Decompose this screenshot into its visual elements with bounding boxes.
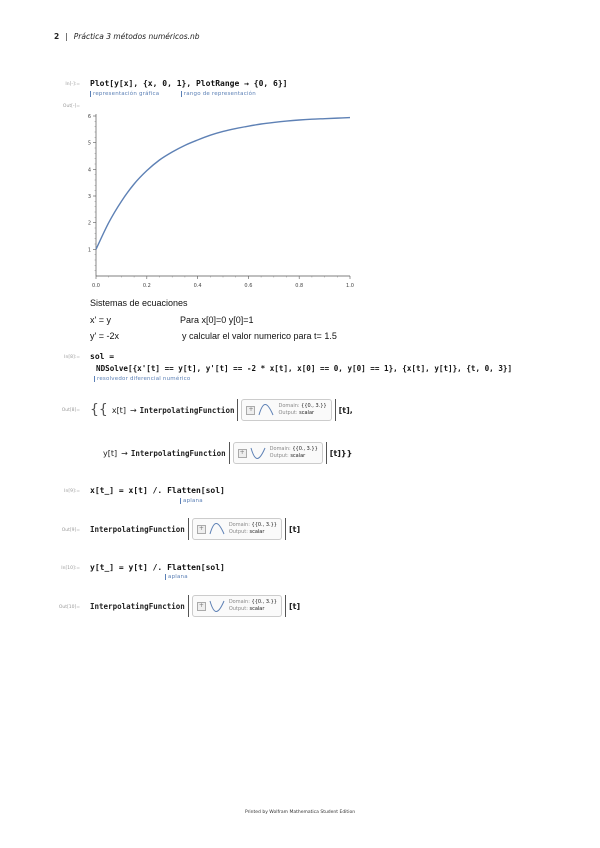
x-tick-label: 0.8 — [295, 283, 304, 289]
page-number: 2 — [54, 32, 60, 41]
var-x: x[t] — [111, 405, 126, 415]
expand-icon[interactable]: + — [198, 524, 204, 532]
y-tick-label: 6 — [87, 114, 91, 120]
ndsolve-hint — [94, 376, 190, 382]
equation-1: x' = y — [90, 315, 111, 325]
domain-value: {{0., 3.}} — [251, 599, 277, 605]
bracket — [285, 595, 286, 617]
y-tick-label: 1 — [87, 247, 91, 254]
x-output — [90, 518, 300, 540]
output-label-box: Output: — [278, 410, 298, 416]
output-label-box: Output: — [228, 529, 248, 535]
hint-plot: representación gráfica — [90, 91, 159, 97]
series-line — [96, 118, 350, 250]
plot-layer — [88, 114, 354, 289]
sine-thumb-icon — [209, 522, 225, 536]
x-tick-label: 0.4 — [193, 283, 202, 289]
x-tick-label: 0.6 — [244, 283, 253, 289]
output-value: scalar — [249, 606, 265, 612]
header-separator: | — [65, 32, 68, 41]
y-def-input[interactable]: y[t_] = y[t] /. Flatten[sol] — [90, 563, 225, 572]
ndsolve-input[interactable]: NDSolve[{x'[t] == y[t], y'[t] == -2 * x[t], x[0] == 0, y[0] == 1}, {x[t], y[t]}, {t, 0, 3}] — [96, 364, 513, 373]
output-label: Out[10]= — [58, 605, 80, 610]
ifun-meta — [229, 522, 277, 536]
ifun-label: InterpolatingFunction — [90, 524, 185, 534]
solution-row-y — [103, 442, 352, 464]
domain-label: Domain: — [228, 522, 250, 528]
plot-chart — [84, 108, 359, 293]
output-value: scalar — [249, 529, 265, 535]
ifun-summary-box[interactable] — [233, 442, 323, 464]
y-tick-label: 3 — [87, 194, 91, 200]
solution-row-x — [90, 399, 353, 421]
hint-ndsolve: resolvedor diferencial numérico — [94, 376, 190, 382]
flatten-hint — [165, 574, 188, 580]
bracket — [188, 595, 189, 617]
ifun-label: InterpolatingFunction — [90, 601, 185, 611]
equation-2: y' = -2x — [90, 331, 119, 341]
arg-t: [t]}} — [329, 448, 353, 458]
bracket — [229, 442, 230, 464]
expand-icon[interactable]: + — [239, 448, 245, 456]
plot-hints — [90, 91, 256, 97]
hint-plotrange: rango de representación — [181, 91, 256, 97]
ifun-meta — [278, 403, 326, 417]
domain-label: Domain: — [269, 446, 291, 452]
cosine-thumb-icon — [209, 599, 225, 613]
ifun-summary-box[interactable] — [241, 399, 331, 421]
sol-assign[interactable]: sol = — [90, 352, 115, 361]
domain-label: Domain: — [278, 403, 300, 409]
y-output — [90, 595, 300, 617]
input-label: In[-]:= — [65, 82, 80, 87]
print-footer: Printed by Wolfram Mathematica Student Edition — [244, 810, 356, 815]
initial-conditions: Para x[0]=0 y[0]=1 — [180, 315, 254, 325]
domain-value: {{0., 3.}} — [251, 522, 277, 528]
ifun-meta — [270, 446, 318, 460]
sine-thumb-icon — [258, 403, 274, 417]
ifun-label: InterpolatingFunction — [139, 405, 235, 415]
bracket — [285, 518, 286, 540]
y-tick-label: 4 — [87, 167, 91, 174]
input-label: In[8]:= — [64, 355, 80, 360]
notebook-title: Práctica 3 métodos numéricos.nb — [73, 32, 200, 41]
output-value: scalar — [290, 453, 306, 459]
arg-t: [t] — [288, 524, 301, 534]
rule-arrow: → — [121, 448, 128, 458]
output-label-box: Output: — [228, 606, 248, 612]
bracket — [326, 442, 327, 464]
page-header — [54, 32, 200, 41]
rule-arrow: → — [129, 405, 137, 415]
domain-value: {{0., 3.}} — [292, 446, 318, 452]
hint-flatten: aplana — [180, 498, 203, 504]
bracket — [188, 518, 189, 540]
hint-flatten: aplana — [165, 574, 188, 580]
ifun-summary-box[interactable] — [192, 518, 282, 540]
output-value: scalar — [299, 410, 315, 416]
ifun-summary-box[interactable] — [192, 595, 282, 617]
y-tick-label: 5 — [87, 140, 91, 147]
x-tick-label: 0.2 — [142, 283, 151, 289]
expand-icon[interactable]: + — [198, 601, 204, 609]
input-label: In[9]:= — [64, 489, 80, 494]
expand-icon[interactable]: + — [248, 405, 254, 413]
cosine-thumb-icon — [250, 446, 266, 460]
flatten-hint — [180, 498, 203, 504]
domain-label: Domain: — [228, 599, 250, 605]
arg-t: [t] — [288, 601, 301, 611]
plot-input[interactable]: Plot[y[x], {x, 0, 1}, PlotRange → {0, 6}] — [90, 79, 288, 88]
output-label: Out[8]= — [61, 408, 80, 413]
bracket — [335, 399, 336, 421]
output-label: Out[-]= — [62, 104, 80, 109]
var-y: y[t] — [103, 448, 118, 458]
x-tick-label: 1.0 — [346, 283, 354, 289]
section-heading: Sistemas de ecuaciones — [90, 298, 188, 308]
task-description: y calcular el valor numerico para t= 1.5 — [182, 331, 337, 341]
input-label: In[10]:= — [61, 566, 80, 571]
ifun-label: InterpolatingFunction — [130, 448, 226, 458]
x-tick-label: 0.0 — [92, 283, 100, 289]
brace-open: {{ — [90, 402, 108, 418]
ifun-meta — [229, 599, 277, 613]
output-label-box: Output: — [269, 453, 289, 459]
arg-t: [t], — [338, 405, 353, 415]
bracket — [237, 399, 238, 421]
domain-value: {{0., 3.}} — [301, 403, 327, 409]
y-tick-label: 2 — [87, 220, 91, 227]
output-label: Out[9]= — [61, 528, 80, 533]
x-def-input[interactable]: x[t_] = x[t] /. Flatten[sol] — [90, 486, 225, 495]
